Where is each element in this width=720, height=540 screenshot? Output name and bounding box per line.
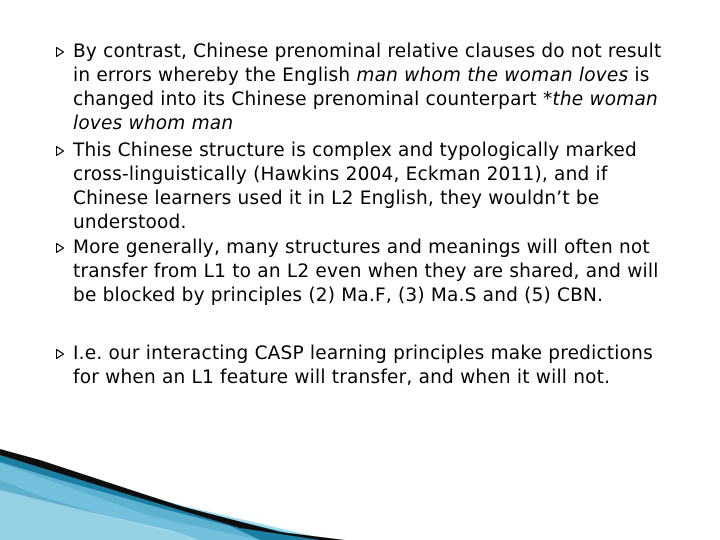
text-run: This Chinese structure is complex and typologically marked cross-linguistically (Hawkins 2004, Eckman 2011), and if Chinese learners used it in L2 English, they wouldn’t be understood. (73, 140, 637, 233)
text-run: I.e. our interacting CASP learning principles make predictions for when an L1 feature will transfer, and when it will not. (73, 343, 653, 388)
italic-text-run: man whom the woman loves (356, 65, 629, 86)
text-run: By contrast, Chinese prenominal relative clauses do not result in errors whereby the English (73, 41, 662, 86)
italic-text-run: the woman loves whom man (73, 89, 658, 134)
text-run: More generally, many structures and meanings will often not transfer from L1 to an L2 even when they are shared, and will be blocked by principles (2) Ma.F, (3) Ma.S and (5) CBN. (73, 237, 659, 306)
text-run: is changed into its Chinese prenominal counterpart * (73, 65, 650, 110)
